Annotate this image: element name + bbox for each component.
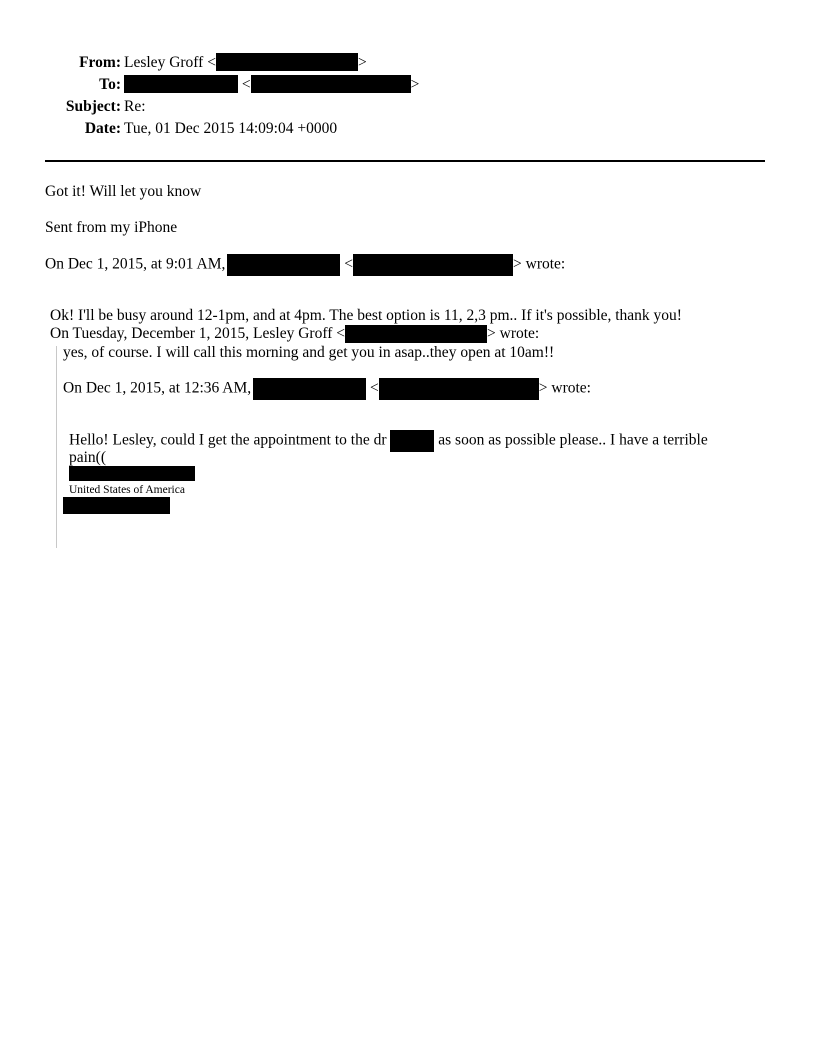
- redacted-doctor-name: [390, 430, 434, 452]
- header-to-row: To: < >: [0, 74, 419, 96]
- quote3-text-line1: [69, 430, 708, 452]
- redacted-quote1-email: [353, 254, 513, 276]
- quote3-attribution: On Dec 1, 2015, at 12:36 AM, < > wrote:: [63, 378, 591, 400]
- reply-text: Got it! Will let you know: [45, 183, 202, 200]
- redacted-quote3-name: [253, 378, 366, 400]
- redacted-quote2-email: [345, 325, 487, 343]
- date-value: Tue, 01 Dec 2015 14:09:04 +0000: [124, 120, 338, 137]
- quote3-attribution-suffix: wrote:: [551, 379, 591, 397]
- quote3-attribution-prefix: On Dec 1, 2015, at 12:36 AM,: [63, 379, 252, 397]
- header-divider: [45, 160, 765, 162]
- quote2-attribution-suffix: wrote:: [499, 325, 540, 342]
- redacted-footer-line: [63, 497, 170, 514]
- quote1-text: Ok! I'll be busy around 12-1pm, and at 4pm. The best option is 11, 2,3 pm.. If it's possible, thank you!: [50, 307, 682, 324]
- quote2-attribution-prefix: On Tuesday, December 1, 2015, Lesley Groff: [50, 325, 333, 342]
- from-name: Lesley Groff: [124, 54, 204, 71]
- quote2-text: yes, of course. I will call this morning and get you in asap..they open at 10am!!: [63, 344, 555, 361]
- redacted-to-email: [251, 75, 411, 93]
- redacted-to-name: [124, 75, 238, 93]
- quote-border: [56, 346, 57, 548]
- header-subject-row: [0, 96, 146, 118]
- quote3-text-part2: as soon as possible please.. I have a terrible: [438, 431, 708, 449]
- from-label: From:: [79, 54, 121, 71]
- quote1-attribution-suffix: wrote:: [525, 255, 566, 273]
- signature-text: Sent from my iPhone: [45, 219, 178, 236]
- redacted-quote1-name: [227, 254, 340, 276]
- location-text: United States of America: [69, 484, 185, 496]
- to-label: To:: [99, 76, 121, 93]
- quote3-text-line2: pain((: [69, 449, 107, 466]
- subject-label: Subject:: [65, 98, 121, 115]
- quote2-attribution: On Tuesday, December 1, 2015, Lesley Groff < > wrote:: [50, 325, 540, 342]
- subject-value: Re:: [124, 98, 146, 115]
- redacted-quote3-email: [379, 378, 539, 400]
- date-label: Date:: [84, 120, 121, 137]
- quote1-attribution: On Dec 1, 2015, at 9:01 AM, < > wrote:: [45, 254, 565, 276]
- quote1-attribution-prefix: On Dec 1, 2015, at 9:01 AM,: [45, 255, 226, 273]
- redacted-signature-line: [69, 466, 195, 481]
- header-from-row: From: Lesley Groff < >: [0, 52, 367, 74]
- quote3-text-part1: Hello! Lesley, could I get the appointment to the dr: [69, 431, 387, 449]
- header-date-row: [0, 118, 337, 140]
- redacted-from-email: [216, 53, 358, 71]
